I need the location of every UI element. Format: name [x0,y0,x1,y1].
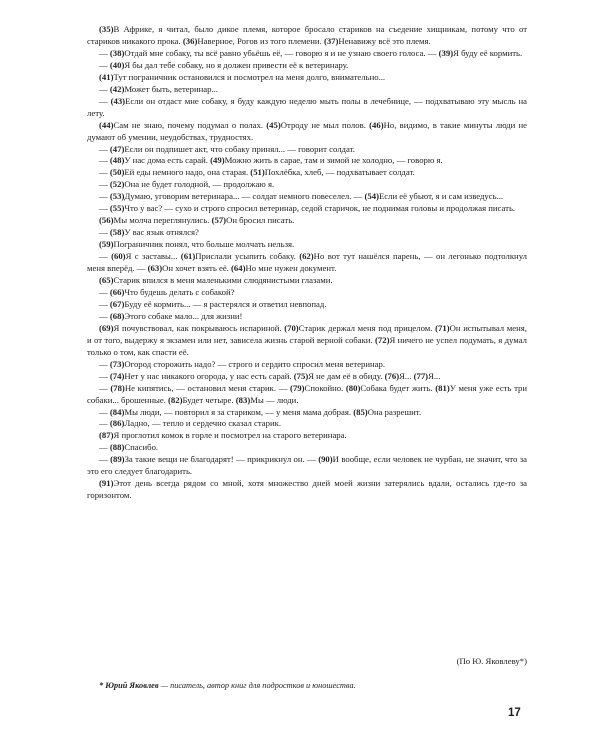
paragraph-text: Будет четыре. [182,394,236,405]
sentence-number: (91) [99,478,114,489]
paragraph-text: Ладно, — тепло и сердечно сказал старик. [124,418,281,429]
sentence-number: (50) [109,167,125,178]
paragraph-text: — [99,286,110,297]
paragraph-text: Она разрешит. [367,406,422,417]
sentence-number: (73) [109,358,125,369]
paragraph [87,96,527,120]
paragraph-text: Отроду не мыл полов. [280,119,370,130]
sentence-number: (69) [99,322,114,333]
sentence-number: (74) [109,370,125,381]
paragraph-text: Отдай мне собаку, ты всё равно убьёшь её, — говорю я и не узнаю своего голоса. — [124,47,439,58]
paragraph [87,120,527,144]
paragraph-text: Я проглотил комок в горле и посмотрел на старого ветеринара. [113,430,347,441]
paragraph [87,48,527,60]
paragraph-text: Мы — люди. [250,394,299,405]
paragraph-text: — [99,370,110,381]
sentence-number: (48) [109,155,125,166]
paragraph-text: — [99,179,110,190]
paragraph-text: Что будешь делать с собакой? [124,286,235,297]
paragraph [87,287,527,299]
sentence-number: (63) [147,263,163,274]
paragraph-text: — [99,59,110,70]
sentence-number: (90) [318,454,333,465]
sentence-number: (66) [109,286,125,297]
sentence-number: (38) [109,47,125,58]
sentence-number: (59) [99,239,114,250]
sentence-number: (40) [109,59,125,70]
sentence-number: (35) [99,24,114,34]
sentence-number: (78) [110,382,125,393]
paragraph-text: — [99,382,111,393]
sentence-number: (61) [180,251,196,262]
paragraph-text: Что у вас? — сухо и строго спросил ветеринар, седой старичок, не поднимая головы и продолжая писать. [124,203,516,214]
paragraph-text: Но мне нужен документ. [245,263,337,274]
paragraph [87,383,527,407]
sentence-number: (75) [293,370,309,381]
paragraph-text: — [99,358,110,369]
paragraph-text: В Африке, я читал, было дикое племя, которое бросало стариков на съедение хищникам, потому что от стариков никакого прока. [87,24,527,46]
paragraph-text: Я с заставы... [125,251,181,262]
paragraph [87,24,527,48]
sentence-number: (60) [111,251,126,262]
paragraph [87,251,527,275]
sentence-number: (64) [231,263,246,274]
paragraph [87,275,527,287]
paragraph-text: Похлёбка, хлеб, — подхватывает солдат. [264,167,415,178]
sentence-number: (39) [438,47,454,58]
sentence-number: (76) [384,370,400,381]
paragraph-text: У нас дома есть сарай. [124,155,211,166]
paragraph-text: Я ничего не успел подумать, я думал только о том, как спасти её. [87,334,527,357]
paragraph-text: Не кипятись, — остановил меня старик. — [124,382,291,393]
footnote-text: — писатель, автор книг для подростков и юношества. [158,681,356,690]
paragraph-text: Если он подпишет акт, что собаку принял... — говорит солдат. [124,143,355,154]
sentence-number: (71) [435,322,450,333]
paragraph-text: Я... [399,370,414,381]
paragraph-text: — [99,454,111,465]
sentence-number: (51) [250,167,265,178]
paragraph [87,227,527,239]
paragraph-text: Можно жить в сарае, там и зимой не холодно, — говорю я. [224,155,443,166]
paragraph [87,371,527,383]
attribution: (По Ю. Яковлеву*) [456,656,527,666]
paragraph-text: — [99,191,110,202]
sentence-number: (81) [435,382,450,393]
paragraph [87,72,527,84]
paragraph-text: За такие вещи не благодарят! — прикрикнул он. — [124,454,319,465]
paragraph [87,179,527,191]
page-number: 17 [508,707,521,719]
paragraph [87,167,527,179]
paragraph-text: — [99,83,110,94]
paragraph-text: Собака будет жить. [360,382,436,393]
paragraph-text: — [99,167,110,178]
paragraph-text: Спасибо. [124,442,159,453]
paragraph-text: Она не будет голодной, — продолжаю я. [124,179,275,190]
paragraph-text: Нет у нас никакого огорода, у нас есть сарай. [124,370,294,381]
paragraph-text: — [99,310,110,321]
paragraph-text: — [99,298,110,309]
paragraph-text: Если он отдаст мне собаку, я буду каждую неделю мыть полы в лечебнице, — подхватываю эту мысль на лету. [87,95,528,118]
paragraph-text: Сам не знаю, почему подумал о полах. [113,119,267,130]
sentence-number: (87) [99,430,114,441]
sentence-number: (44) [99,119,114,130]
paragraph-text: Пограничник понял, что больше молчать нельзя. [113,239,295,250]
text-body [87,24,527,502]
paragraph [87,311,527,323]
paragraph-text: — [99,203,110,214]
paragraph [87,144,527,156]
sentence-number: (54) [364,191,379,202]
paragraph-text: Он бросил писать. [226,215,295,226]
sentence-number: (72) [374,334,390,345]
sentence-number: (65) [99,275,114,286]
sentence-number: (56) [99,215,114,226]
sentence-number: (83) [235,394,251,405]
sentence-number: (36) [182,35,198,46]
sentence-number: (52) [109,179,125,190]
sentence-number: (84) [109,406,125,417]
paragraph-text: Но вот тут нашёлся парень, — он легонько подтолкнул меня вперёд. — [87,251,528,274]
paragraph-text: — [99,227,110,238]
sentence-number: (80) [345,382,361,393]
sentence-number: (82) [168,394,183,405]
paragraph [87,155,527,167]
sentence-number: (53) [109,191,125,202]
paragraph-text: — [99,406,110,417]
paragraph [87,454,527,478]
paragraph-text: Я почувствовал, как покрываюсь испариной. [113,322,285,333]
paragraph [87,239,527,251]
paragraph-text: Ей еды немного надо, она старая. [124,167,251,178]
paragraph-text: Спокойно. [304,382,346,393]
paragraph [87,191,527,203]
sentence-number: (68) [109,310,125,321]
paragraph-text: Этот день всегда рядом со мной, хотя множество дней моей жизни затерялись вдали, остались где-то за горизонтом. [87,478,527,501]
paragraph-text: — [99,155,110,166]
paragraph [87,407,527,419]
sentence-number: (70) [284,322,299,333]
paragraph-text: У меня уже есть три собаки... брошенные. [87,382,527,405]
paragraph-text: Мы люди, — повторил я за стариком, — у меня мама добрая. [124,406,354,417]
paragraph-text: Наверное, Рогов из того племени. [197,35,324,46]
paragraph-text: Прислали усыпить собаку. [195,251,300,262]
sentence-number: (41) [99,71,114,82]
paragraph-text: Может быть, ветеринар... [124,83,218,94]
paragraph-text: Я не дам её в обиду. [308,370,385,381]
paragraph-text: Старик впился в меня маленькими слюдянистыми глазами. [113,275,333,286]
sentence-number: (43) [110,95,126,106]
paragraph [87,478,527,502]
paragraph-text: — [99,47,110,58]
sentence-number: (62) [299,251,314,262]
paragraph [87,359,527,371]
paragraph-text: Ненавижу всё это племя. [338,35,431,46]
sentence-number: (89) [110,454,125,465]
paragraph-text: Думаю, уговорим ветеринара... — солдат немного повеселел. — [124,191,365,202]
paragraph [87,84,527,96]
paragraph [87,442,527,454]
paragraph-text: Тут пограничник остановился и посмотрел на меня долго, внимательно... [113,71,386,82]
sentence-number: (47) [109,143,125,154]
paragraph [87,299,527,311]
paragraph-text: Он хочет взять её. [162,263,232,274]
paragraph-text: Этого собаке мало... для жизни! [124,310,243,321]
sentence-number: (49) [210,155,225,166]
paragraph-text: У вас язык отнялся? [124,227,199,238]
paragraph-text: — [99,442,110,453]
sentence-number: (58) [109,227,125,238]
footnote [99,680,529,692]
paragraph [87,430,527,442]
sentence-number: (88) [109,442,125,453]
paragraph-text: Огород сторожить надо? — строго и сердито спросил меня ветеринар. [124,358,386,369]
paragraph-text: Я бы дал тебе собаку, но я должен привести её к ветеринару. [124,59,349,70]
paragraph [87,323,527,359]
sentence-number: (42) [109,83,125,94]
paragraph-text: Мы молча переглянулись. [113,215,212,226]
paragraph-text: — [99,418,110,429]
footnote-author: * Юрий Яковлев [99,681,159,690]
sentence-number: (55) [109,203,125,214]
paragraph-text: — [99,95,111,106]
sentence-number: (67) [109,298,125,309]
sentence-number: (85) [353,406,368,417]
paragraph-text: Если её убьют, я и сам изведусь... [378,191,504,202]
sentence-number: (86) [109,418,125,429]
sentence-number: (79) [290,382,305,393]
paragraph-text: Я... [428,370,441,381]
paragraph [87,203,527,215]
sentence-number: (77) [413,370,429,381]
sentence-number: (46) [369,119,384,130]
paragraph-text: Старик держал меня под прицелом. [298,322,436,333]
paragraph-text: Он испытывал меня, и от того, выдержу я экзамен или нет, зависела жизнь старой верной собаки. [87,322,527,345]
paragraph [87,215,527,227]
paragraph-text: Буду её кормить... — я растерялся и ответил невпопад. [124,298,327,309]
paragraph [87,418,527,430]
paragraph-text: — [99,143,110,154]
sentence-number: (45) [266,119,281,130]
paragraph-text: И вообще, если человек не чурбан, не значит, что за это его следует благодарить. [87,454,527,477]
sentence-number: (57) [211,215,227,226]
paragraph-text: — [99,251,112,262]
paragraph-text: Я буду её кормить. [453,47,523,58]
sentence-number: (37) [323,35,339,46]
paragraph-text: Но, видимо, в такие минуты люди не думают об умении, неудобствах, трудностях. [87,119,527,142]
paragraph [87,60,527,72]
